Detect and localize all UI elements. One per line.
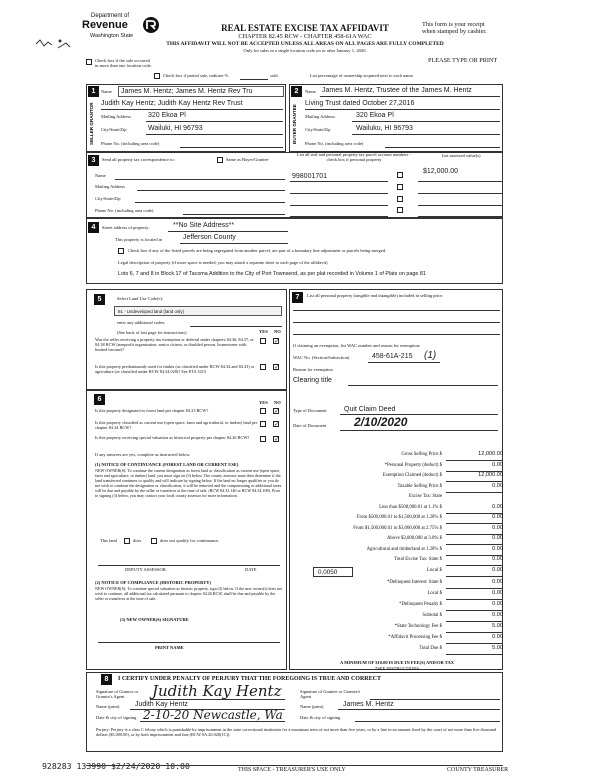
grantor-signature[interactable]: Judith Kay Hentz xyxy=(152,682,282,700)
tax-row-value-0[interactable]: 12,000.00 xyxy=(446,451,503,461)
buyer-mailing[interactable]: 320 Ekoa Pl xyxy=(356,112,394,119)
deputy-line xyxy=(98,565,280,566)
if-yes-note: If any answers are yes, complete as instructed below. xyxy=(95,452,191,457)
sec6-q3-yes[interactable] xyxy=(260,436,266,442)
send-correspondence-label: Send all property tax correspondence to: xyxy=(102,157,175,162)
sec6-q2-yes[interactable] xyxy=(260,421,266,427)
wac-subsection-hand[interactable]: (1) xyxy=(424,350,437,361)
notice-compliance-text: NEW OWNER(S): To continue special valuation as historic property, sign (3) below. If the new owner(s) does not wish to continue, all additional tax calculated pursuant to chapter 84.26 RCW, shall be due and payable by the seller or transferor at the time of sale. xyxy=(95,586,283,601)
local-rate-box[interactable] xyxy=(313,567,353,577)
assessed-value[interactable]: $12,000.00 xyxy=(423,168,459,175)
local-tax-value[interactable]: 0.00 xyxy=(446,567,503,577)
parcel-line-3 xyxy=(290,205,388,206)
buyer-vertical-label: BUYER GRANTEE xyxy=(292,104,297,144)
seller-mailing-label: Mailing Address xyxy=(101,114,131,119)
doc-type-label: Type of Document xyxy=(293,408,327,413)
legal-description[interactable]: Lots 6, 7 and 8 in Block 17 of Tacoma Addition to the City of Port Townsend, as per plat recorded in Volume 1 of Plats on page 81 xyxy=(118,271,426,277)
see-instructions-note: *SEE INSTRUCTIONS xyxy=(375,666,419,671)
this-land-label: This land xyxy=(100,538,117,543)
sec6-q1-yes[interactable] xyxy=(260,408,266,414)
parcel-line-1 xyxy=(290,181,388,182)
receipt-note xyxy=(422,22,487,36)
buyer-mailing-line xyxy=(352,121,500,122)
section-7-badge: 7 xyxy=(292,292,303,303)
partial-sale-checkbox[interactable] xyxy=(154,73,160,79)
seller-city[interactable]: Wailuki, HI 96793 xyxy=(148,125,203,132)
land-use-select[interactable] xyxy=(114,306,282,316)
seller-phone-line xyxy=(180,147,283,148)
wac-number[interactable]: 458-61A-215 xyxy=(372,353,413,360)
grantor-name[interactable]: Judith Kay Hentz xyxy=(135,701,188,708)
doc-date-label: Date of Document xyxy=(293,423,327,428)
decorative-mark-icon xyxy=(34,36,74,52)
revenue-logo-icon xyxy=(142,16,160,34)
tax-row2-label-0: *Delinquent Interest: State $ xyxy=(386,580,442,585)
section-1-badge: 1 xyxy=(88,86,99,97)
tax-row2-label-1: Local $ xyxy=(427,591,442,596)
seller-name-label: Name xyxy=(101,89,112,94)
receipt-note-line1: This form is your receipt xyxy=(422,21,485,28)
local-tax-label: Local $ xyxy=(426,568,442,573)
tax-row-label-7: From $1,500,000.01 to $3,000,000 at 2.75% $ xyxy=(353,525,442,531)
land-does-label: does xyxy=(133,538,142,543)
tax-row2-label-6: Total Due $ xyxy=(419,646,442,651)
seller-phone-label: Phone No. (including area code) xyxy=(101,141,160,146)
tax-row2-value-2[interactable]: 0.00 xyxy=(446,601,503,611)
notice-continuance-title: (1) NOTICE OF CONTINUANCE (FOREST LAND OR CURRENT USE) xyxy=(95,462,239,467)
tax-row-value-7[interactable]: 0.00 xyxy=(446,525,503,535)
yes-header-6: YES xyxy=(259,400,268,405)
seller-vertical-label: SELLER GRANTOR xyxy=(89,102,94,146)
footer-rule xyxy=(86,765,503,766)
tax-row-value-10[interactable]: 0.00 xyxy=(446,556,503,566)
tax-row-value-2[interactable]: 12,000.00 xyxy=(446,472,503,482)
sec5-question-2: Is this property predominantly used for timber (as classified under RCW 84.34 and 84.33) or agriculture (as classified under RCW 84.34.020)? See ETA 3215 xyxy=(95,364,255,375)
land-use-value: 91 - Undeveloped land (land only) xyxy=(118,309,184,314)
grantee-name-line xyxy=(338,709,500,710)
tax-row2-value-1[interactable]: 0.00 xyxy=(446,590,503,600)
tax-row-value-6[interactable]: 0.00 xyxy=(446,514,503,524)
seller-city-line xyxy=(146,134,283,135)
grantor-sig-label: Signature of Grantor or Grantor's Agent xyxy=(96,689,139,700)
receipt-note-line2: when stamped by cashier. xyxy=(422,27,487,35)
sec3-name-label: Name xyxy=(95,173,106,178)
section-5-badge: 5 xyxy=(94,294,105,305)
tax-row-label-9: Agricultural and timberland at 1.28% $ xyxy=(366,546,442,552)
buyer-name1[interactable]: James M. Hentz, Trustee of the James M. Hentz xyxy=(322,87,472,94)
street-address[interactable]: **No Site Address** xyxy=(173,222,235,229)
tax-row-label-8: Above $3,000,000 at 3.0% $ xyxy=(386,536,442,541)
county-label: This property is located in xyxy=(115,237,163,242)
personal-property-checkbox-2[interactable] xyxy=(397,184,403,190)
print-name-label: PRINT NAME xyxy=(155,645,184,650)
land-does-checkbox[interactable] xyxy=(124,538,130,544)
legal-label: Legal description of property (if more space is needed, you may attach a separate sheet to each page of the affidavit) xyxy=(118,260,328,265)
perjury-notice: Perjury: Perjury is a class C felony which is punishable by imprisonment in the state correctional institution for a maximum term of not more than five years, or by a fine in an amount fixed by the court of not more than five thousand dollars ($5,000.00), or by both imprisonment and fine (RCW 9A.20.020(1C)). xyxy=(96,727,496,738)
tax-row2-value-6[interactable]: 5.00 xyxy=(446,645,503,655)
section-4-badge: 4 xyxy=(88,222,99,233)
ownership-pct-note: List percentage of ownership acquired next to each name. xyxy=(310,73,414,78)
grantor-date-label: Date & city of signing xyxy=(96,715,137,720)
doc-date-line xyxy=(340,430,498,431)
buyer-phone-line xyxy=(385,147,500,148)
multi-location-checkbox[interactable] xyxy=(86,59,92,65)
assessed-header: List assessed value(s) xyxy=(441,153,481,158)
sec3-city-line xyxy=(135,202,285,203)
grantee-name[interactable]: James M. Hentz xyxy=(343,701,394,708)
personal-property-checkbox-4[interactable] xyxy=(397,207,403,213)
section-6-badge: 6 xyxy=(94,394,105,405)
reason-line xyxy=(348,385,498,386)
tax-row-value-3[interactable]: 0.00 xyxy=(446,483,503,493)
tax-row-value-9[interactable]: 0.00 xyxy=(446,546,503,556)
sec6-q3-no[interactable]: ✓ xyxy=(274,436,280,443)
tax-row2-label-4: *State Technology Fee $ xyxy=(394,624,442,629)
seller-mailing[interactable]: 320 Ekoa Pl xyxy=(148,112,186,119)
exemption-label: If claiming an exemption, list WAC number and reason for exemption: xyxy=(293,343,421,348)
tax-row-value-8[interactable]: 0.00 xyxy=(446,535,503,545)
sec3-mailing-label: Mailing Address xyxy=(95,184,125,189)
notice-compliance-title: (2) NOTICE OF COMPLIANCE (HISTORIC PROPERTY) xyxy=(95,580,211,585)
land-does-not-checkbox[interactable] xyxy=(151,538,157,544)
sec3-mailing-line xyxy=(137,190,285,191)
wac-label: WAC No. (Section/Subsection) xyxy=(293,355,350,360)
buyer-city-line xyxy=(352,134,500,135)
grantor-date-line xyxy=(140,721,285,722)
dept-line3: Washington State xyxy=(90,33,134,39)
sec6-question-3: Is this property receiving special valuation as historical property per chapter 84.26 RCW? xyxy=(95,435,250,440)
tax-row2-value-4[interactable]: 5.00 xyxy=(446,623,503,633)
grantee-name-label: Name (print) xyxy=(300,704,324,709)
type-or-print: PLEASE TYPE OR PRINT xyxy=(428,57,498,64)
tax-row-label-6: From $500,000.01 to $1,500,000 at 1.28% $ xyxy=(356,515,442,520)
sold-label: sold. xyxy=(270,73,279,78)
section-6 xyxy=(86,390,287,670)
assessed-line-2 xyxy=(418,193,502,194)
grantor-sig-line xyxy=(150,699,285,700)
tax-row-value-5[interactable]: 0.00 xyxy=(446,504,503,514)
new-owner-signature-label: (3) NEW OWNER(S) SIGNATURE xyxy=(120,617,189,622)
buyer-phone-label: Phone No. (including area code) xyxy=(305,141,364,146)
sec6-q1-no[interactable]: ✓ xyxy=(274,408,280,415)
tax-row2-label-3: Subtotal $ xyxy=(422,613,442,618)
county-line xyxy=(180,243,288,244)
buyer-name2[interactable]: Living Trust dated October 27,2016 xyxy=(305,100,415,107)
tax-row2-label-2: *Delinquent Penalty $ xyxy=(399,602,442,607)
sec3-name-line xyxy=(115,179,285,180)
tax-row-label-3: Taxable Selling Price $ xyxy=(397,483,442,489)
buyer-name2-line xyxy=(305,109,500,110)
parcel-line-2 xyxy=(290,193,388,194)
dept-line2: Revenue xyxy=(82,19,128,31)
buyer-mailing-label: Mailing Address xyxy=(305,114,335,119)
assessor-date-label: DATE xyxy=(245,567,257,572)
sec5-question-1: Was the seller receiving a property tax exemption or deferral under chapters 84.36, 84.37, or 84.38 RCW (nonprofit organization, senior citizen, or disabled person, homeowner with limited income)? xyxy=(95,337,254,353)
form-subtitle: Only for sales in a single location code on or after January 1, 2020. xyxy=(243,48,367,53)
buyer-city-label: City/State/Zip xyxy=(305,127,331,132)
sec5-q2-no[interactable]: ✓ xyxy=(274,364,280,371)
additional-codes-label: enter any additional codes: xyxy=(117,320,166,325)
doc-date-value[interactable]: 2/10/2020 xyxy=(354,415,408,429)
tax-row-label-0: Gross Selling Price $ xyxy=(401,452,442,457)
tax-row-label-5: Less than $500,000.01 at 1.1% $ xyxy=(379,504,442,510)
same-as-buyer-label: Same as Buyer/Grantee xyxy=(226,157,269,162)
buyer-name1-line xyxy=(320,96,500,97)
tax-row-label-2: Exemption Claimed (deduct) $ xyxy=(382,473,442,478)
parcel-header: List all real and personal property tax parcel account numbers - check box if personal property xyxy=(297,152,411,163)
no-header-6: NO xyxy=(274,400,281,405)
department-logo xyxy=(82,13,162,45)
county-treasurer-label: COUNTY TREASURER xyxy=(447,767,509,773)
deputy-assessor-label: DEPUTY ASSESSOR xyxy=(125,567,166,572)
reason-value[interactable]: Clearing title xyxy=(293,377,332,384)
sec6-question-2: Is this property classified as current use (open space, farm and agricultural, or timber) land per chapter 84.34 RCW? xyxy=(95,420,258,431)
tax-row-label-10: Total Excise Tax: State $ xyxy=(394,557,442,562)
sec5-q2-yes[interactable] xyxy=(260,364,266,370)
sec3-city-label: City/State/Zip xyxy=(95,196,121,201)
no-header-5: NO xyxy=(274,329,281,334)
see-back-note: (See back of last page for instructions) xyxy=(117,330,187,335)
sec3-phone-line xyxy=(183,214,285,215)
sec3-phone-label: Phone No. (including area code) xyxy=(95,208,154,213)
assessed-line-4 xyxy=(418,216,502,217)
tax-row-label-1: *Personal Property (deduct) $ xyxy=(384,462,442,468)
multi-location-line2: in more than one location code. xyxy=(95,63,152,69)
buyer-name-label: Name xyxy=(305,89,316,94)
personal-property-checkbox-1[interactable] xyxy=(397,172,403,178)
treasurer-space-label: THIS SPACE - TREASURER'S USE ONLY xyxy=(238,767,346,773)
land-use-label: Select Land Use Code(s): xyxy=(117,296,164,301)
grantor-name-label: Name (print) xyxy=(96,704,120,709)
minimum-due-note: A MINIMUM OF $10.00 IS DUE IN FEE(S) AND/OR TAX xyxy=(340,660,454,665)
tax-row-value-1[interactable]: 0.00 xyxy=(446,462,503,472)
section-2-badge: 2 xyxy=(291,86,302,97)
parcel-number[interactable]: 998001701 xyxy=(292,173,328,180)
seller-name2-line xyxy=(101,109,283,110)
doc-type-value[interactable]: Quit Claim Deed xyxy=(344,406,396,413)
partial-sale-label: Check box if partial sale, indicate % xyxy=(163,73,229,78)
buyer-city[interactable]: Wailuku, HI 96793 xyxy=(356,125,413,132)
partial-pct-line xyxy=(240,79,268,80)
section-8-badge: 8 xyxy=(101,674,112,685)
seller-name1[interactable]: James M. Hentz; James M. Hentz Rev Tru xyxy=(118,86,284,97)
treasurer-stamp: 928283 133990 $2/24/2020 10:00 xyxy=(42,761,190,771)
grantor-date-city[interactable]: 2-10-20 Newcastle, Wa xyxy=(143,708,283,722)
dept-line1: Department of xyxy=(91,13,130,19)
sec6-question-1: Is this property designated as forest land per chapter 84.33 RCW? xyxy=(95,408,209,413)
grantee-sig-line xyxy=(370,699,500,700)
sec6-q2-no[interactable]: ✓ xyxy=(274,421,280,428)
assessed-line-3 xyxy=(418,205,502,206)
form-title: REAL ESTATE EXCISE TAX AFFIDAVIT xyxy=(221,23,389,33)
land-does-not-label: does not qualify for continuance. xyxy=(160,538,220,543)
form-warning: THIS AFFIDAVIT WILL NOT BE ACCEPTED UNLESS ALL AREAS ON ALL PAGES ARE FULLY COMPLETED xyxy=(166,41,444,47)
grantee-sig-label: Signature of Grantee or Grantee's Agent xyxy=(300,689,361,700)
segregation-label: Check box if any of the listed parcels are being segregated from another parcel, are part of a boundary line adjustment or parcels being merged. xyxy=(128,248,387,253)
street-line xyxy=(168,231,288,232)
grantee-date-label: Date & city of signing xyxy=(300,715,341,720)
assessed-line-1 xyxy=(418,181,502,182)
personal-property-checkbox-3[interactable] xyxy=(397,196,403,202)
tax-row2-label-5: *Affidavit Processing Fee $ xyxy=(388,635,442,640)
multi-location-label xyxy=(95,58,152,69)
tax-row2-value-0[interactable]: 0.00 xyxy=(446,579,503,589)
local-rate-value: 0.0050 xyxy=(318,569,338,576)
personal-property-label: List all personal property (tangible and intangible) included in selling price. xyxy=(307,293,444,298)
tax-row2-value-5[interactable]: 0.00 xyxy=(446,634,503,644)
seller-name2[interactable]: Judith Kay Hentz; Judith Kay Hentz Rev Trust xyxy=(101,100,243,107)
section-3-badge: 3 xyxy=(88,155,99,166)
grantee-date-line xyxy=(355,721,500,722)
form-chapter: CHAPTER 82.45 RCW - CHAPTER 458-61A WAC xyxy=(238,33,372,40)
sec5-q1-no[interactable]: ✓ xyxy=(274,338,280,345)
yes-header-5: YES xyxy=(259,329,268,334)
sec5-q1-yes[interactable] xyxy=(260,338,266,344)
multi-location-line1: Check box if the sale occurred xyxy=(95,58,150,63)
street-label: Street address of property: xyxy=(102,225,150,230)
county-value[interactable]: Jefferson County xyxy=(183,234,236,241)
reason-label: Reason for exemption xyxy=(293,367,333,372)
new-owner-signature-line xyxy=(98,642,280,643)
pp-line-1 xyxy=(293,310,500,311)
segregation-checkbox[interactable] xyxy=(118,248,124,254)
tax-row2-value-3[interactable]: 0.00 xyxy=(446,612,503,622)
seller-city-label: City/State/Zip xyxy=(101,127,127,132)
notice-continuance-text: NEW OWNER(S): To continue the current designation as forest land or classification as current use (open space, farm and agriculture, or timber) land, you must sign on (3) below. The county assessor must then determine if the land transferred continues to qualify and will indicate by signing below. If the land no longer qualifies or you do not wish to continue the designation or classification, it will be removed and the compensating or additional taxes will be due and payable by the seller or transferor at the time of sale. (RCW 84.33.140 or RCW 84.34.108). Prior to signing (3) below, you may contact your local county assessor for more information. xyxy=(95,468,282,498)
tax-row-label-4: Excise Tax: State xyxy=(408,494,442,499)
additional-codes-line xyxy=(190,326,282,327)
certify-statement: I CERTIFY UNDER PENALTY OF PERJURY THAT THE FOREGOING IS TRUE AND CORRECT xyxy=(118,676,381,682)
pp-line-2 xyxy=(293,322,500,323)
same-as-buyer-checkbox[interactable] xyxy=(217,157,223,163)
parcel-line-4 xyxy=(290,216,388,217)
pp-line-3 xyxy=(293,334,500,335)
seller-mailing-line xyxy=(146,121,283,122)
wac-line xyxy=(368,362,440,363)
